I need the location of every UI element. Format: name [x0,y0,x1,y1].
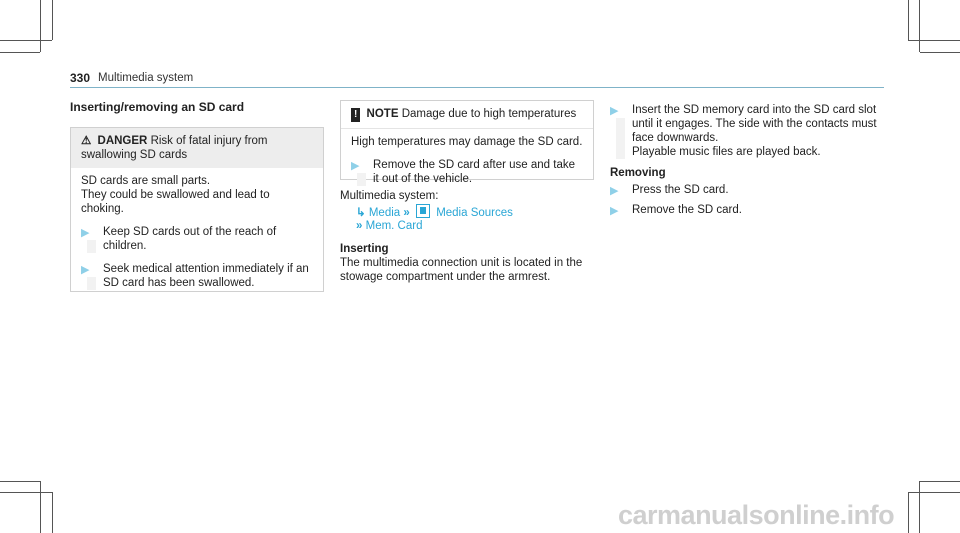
crop-mark [0,481,40,482]
note-icon: ! [351,108,360,122]
list-item [81,262,313,290]
crop-mark [919,0,920,52]
header-divider [70,87,884,88]
danger-box [70,127,324,292]
warning-triangle-icon: ⚠ [81,135,92,147]
note-body [341,128,593,194]
crop-mark [920,481,960,482]
page-header-title: Multimedia system [98,72,194,84]
danger-bullet-2: Seek medical attention immediately if an SD card has been swallowed. [103,263,309,289]
bullet-bar [87,240,96,253]
list-item [351,158,583,186]
crop-mark [0,40,52,41]
note-text: High temperatures may damage the SD card. [351,136,583,148]
crop-mark [908,492,909,533]
crop-mark [40,0,41,52]
danger-header [71,128,323,168]
inserting-text: The multimedia connection unit is located in the stowage compartment under the armrest. [340,257,583,283]
note-header [341,101,593,128]
list-item [610,103,882,159]
media-sources-icon [416,204,430,218]
removing-title: Removing [610,167,666,179]
inserting-title: Inserting [340,243,389,255]
danger-line: They could be swallowed and lead to choking. [81,189,270,215]
note-box [340,100,594,185]
crop-mark [919,481,920,533]
watermark: carmanualsonline.info [618,500,895,530]
crop-mark [52,0,53,40]
crop-mark [0,52,40,53]
bullet-arrow-icon: ▶ [81,264,90,276]
note-head-text: Damage due to high temperatures [401,108,577,120]
removing-step-2: Remove the SD card. [632,204,742,216]
mem-card-link[interactable]: Mem. Card [365,220,423,232]
insert-step-text: Insert the SD memory card into the SD card slot until it engages. The side with the contacts must face downwards. [632,104,877,144]
list-item [610,183,882,197]
note-bullet: Remove the SD card after use and take it out of the vehicle. [373,159,575,185]
crop-mark [52,492,53,533]
crop-mark [908,492,960,493]
danger-body [71,168,323,298]
list-item [81,225,313,253]
section-title: Inserting/removing an SD card [70,100,245,114]
nav-chevron-icon: » [403,207,410,219]
bullet-arrow-icon: ▶ [610,205,619,217]
nav-system-label: Multimedia system: [340,190,439,202]
crop-mark [920,52,960,53]
list-item [610,203,882,217]
bullet-bar [616,118,625,159]
bullet-bar [357,173,366,186]
danger-head-text: Risk of fatal injury from swallowing SD cards [81,135,268,161]
nav-path-2 [356,219,422,233]
page-number: 330 [70,71,91,85]
media-link[interactable]: Media [368,207,401,219]
bullet-arrow-icon: ▶ [81,227,90,239]
nav-chevron-icon: » [356,220,363,232]
danger-line: SD cards are small parts. [81,175,211,187]
crop-mark [908,0,909,40]
media-sources-link[interactable]: Media Sources [436,207,513,219]
bullet-arrow-icon: ▶ [610,185,619,197]
nav-path [356,204,513,220]
crop-mark [0,492,52,493]
bullet-bar [87,277,96,290]
removing-step-1: Press the SD card. [632,184,729,196]
insert-step-text-2: Playable music files are played back. [632,146,821,158]
bullet-arrow-icon: ▶ [610,105,619,117]
crop-mark [908,40,960,41]
danger-label: DANGER [97,135,148,147]
nav-start-arrow-icon: ↳ [356,207,366,219]
note-label: NOTE [366,108,399,120]
danger-bullet-1: Keep SD cards out of the reach of children. [103,226,277,252]
bullet-arrow-icon: ▶ [351,160,360,172]
crop-mark [40,481,41,533]
